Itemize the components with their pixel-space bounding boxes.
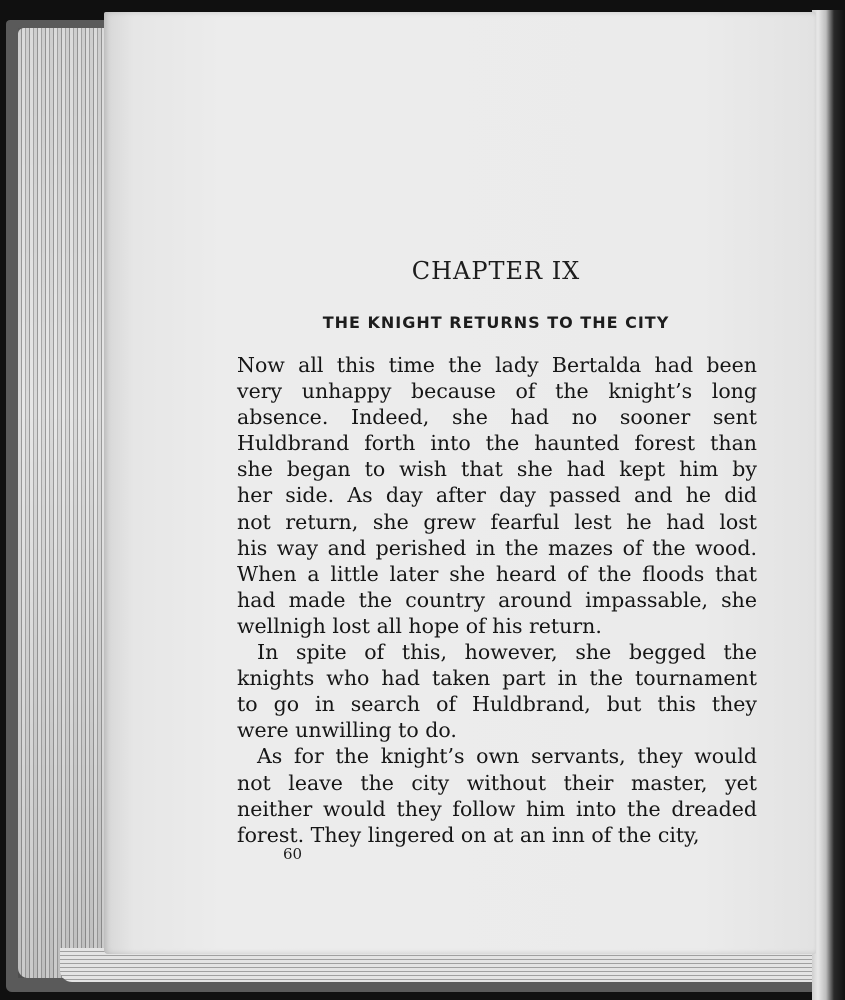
text-line: to go in search of Huldbrand, but this they [237,692,757,717]
text-line: Now all this time the lady Bertalda had been [237,353,757,377]
text-line: not return, she grew fearful lest he had lost [237,509,757,534]
page-number: 60 [283,845,303,863]
page-edges-left [18,28,110,978]
paragraph [237,743,757,847]
text-line: Huldbrand forth into the haunted forest than [237,431,757,456]
text-line: very unhappy because of the knight’s long [237,379,757,404]
text-line: his way and perished in the mazes of the wood. [237,535,757,560]
chapter-subtitle: THE KNIGHT RETURNS TO THE CITY [322,313,670,332]
text-line: had made the country around impassable, she [237,587,757,612]
text-line: forest. They lingered on at an inn of the city, [237,822,700,847]
text-line: neither would they follow him into the dreaded [237,796,757,821]
text-line: In spite of this, however, she begged the [257,640,757,665]
text-line: were unwilling to do. [237,718,457,743]
paragraph [237,639,757,743]
facing-page-edge [812,10,845,1000]
text-line: her side. As day after day passed and he did [237,483,757,508]
paragraph [237,352,757,639]
text-line: wellnigh lost all hope of his return. [237,613,602,638]
body-text [237,352,757,848]
text-line: she began to wish that she had kept him by [237,457,757,482]
text-line: absence. Indeed, she had no sooner sent [237,405,757,430]
text-line: When a little later she heard of the floods that [237,561,757,586]
text-line: As for the knight’s own servants, they would [257,744,757,769]
text-line: not leave the city without their master, yet [237,770,757,795]
text-line: knights who had taken part in the tournament [237,666,757,691]
chapter-title: CHAPTER IX [411,257,581,285]
